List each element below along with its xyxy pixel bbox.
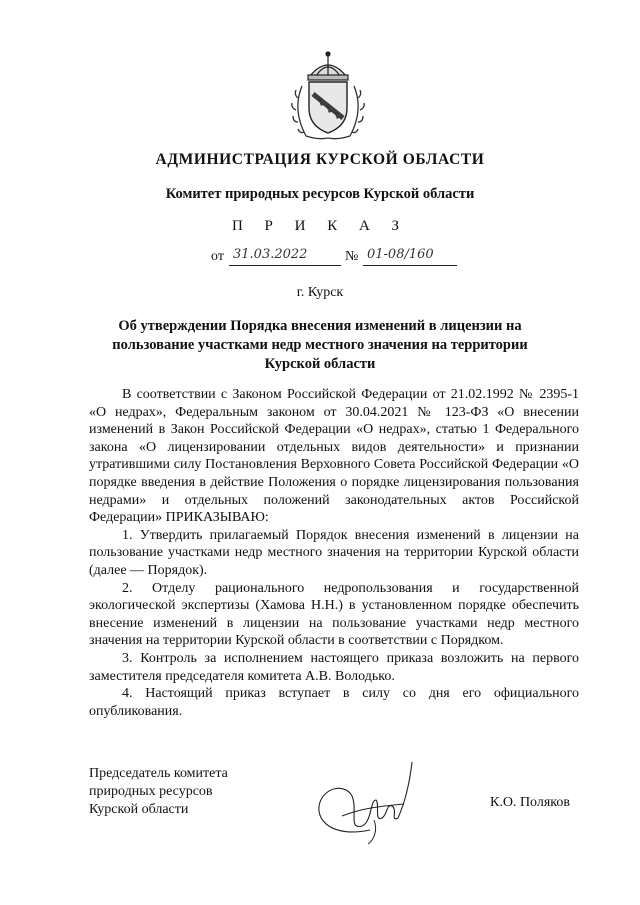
signatory-position-line: природных ресурсов — [89, 784, 213, 799]
handwritten-number: 01-08/160 — [367, 247, 434, 262]
order-item-3: 3. Контроль за исполнением настоящего приказа возложить на первого заместителя председателя комитета А.В. Володько. — [89, 650, 579, 684]
date-underline — [229, 265, 341, 266]
handwritten-signature — [312, 760, 422, 845]
document-type: П Р И К А З — [231, 218, 409, 234]
preamble-paragraph: В соответствии с Законом Российской Федерации от 21.02.1992 № 2395-1 «О недрах», Федеральным законом от 30.04.2021 № 123-ФЗ «О внесении изменений в Закон Российской Федерации «О недрах», статью 1 Федерального закона «О лицензировании отдельных видов деятельности» и признании утратившими силу Постановления Верховного Совета Российской Федерации «О порядке введения в действие Положения о порядке лицензирования пользования недрами» и отдельных положений законодательных актов Российской Федерации» ПРИКАЗЫВАЮ: — [89, 387, 579, 526]
city: г. Курск — [296, 285, 344, 300]
order-item-1: 1. Утвердить прилагаемый Порядок внесения изменений в лицензии на пользование участками недр местного значения на территории Курской области (далее — Порядок). — [89, 527, 579, 578]
date-prefix: от — [211, 249, 224, 264]
signatory-position — [89, 765, 228, 819]
organization-name: АДМИНИСТРАЦИЯ КУРСКОЙ ОБЛАСТИ — [155, 151, 485, 168]
committee-name: Комитет природных ресурсов Курской области — [165, 186, 475, 202]
document-title: Об утверждении Порядка внесения изменений в лицензии на пользование участками недр местного значения на территории Курской области — [112, 318, 528, 372]
handwritten-date: 31.03.2022 — [233, 247, 308, 262]
number-prefix: № — [345, 249, 359, 264]
order-item-4: 4. Настоящий приказ вступает в силу со дня его официального опубликования. — [89, 686, 579, 719]
signatory-position-line: Председатель комитета — [89, 766, 228, 781]
signatory-name: К.О. Поляков — [490, 795, 571, 810]
document-body — [89, 386, 579, 720]
signatory-position-line: Курской области — [89, 802, 189, 817]
kursk-coat-of-arms-icon — [288, 50, 368, 142]
order-item-2: 2. Отделу рационального недропользования и государственной экологической экспертизы (Хамова Н.Н.) в установленном порядке обеспечить внесение изменений в лицензии на пользование участками недр местного значения на территории Курской области в соответствии с Порядком. — [89, 580, 579, 649]
date-number-line — [211, 249, 471, 271]
number-underline — [363, 265, 457, 266]
